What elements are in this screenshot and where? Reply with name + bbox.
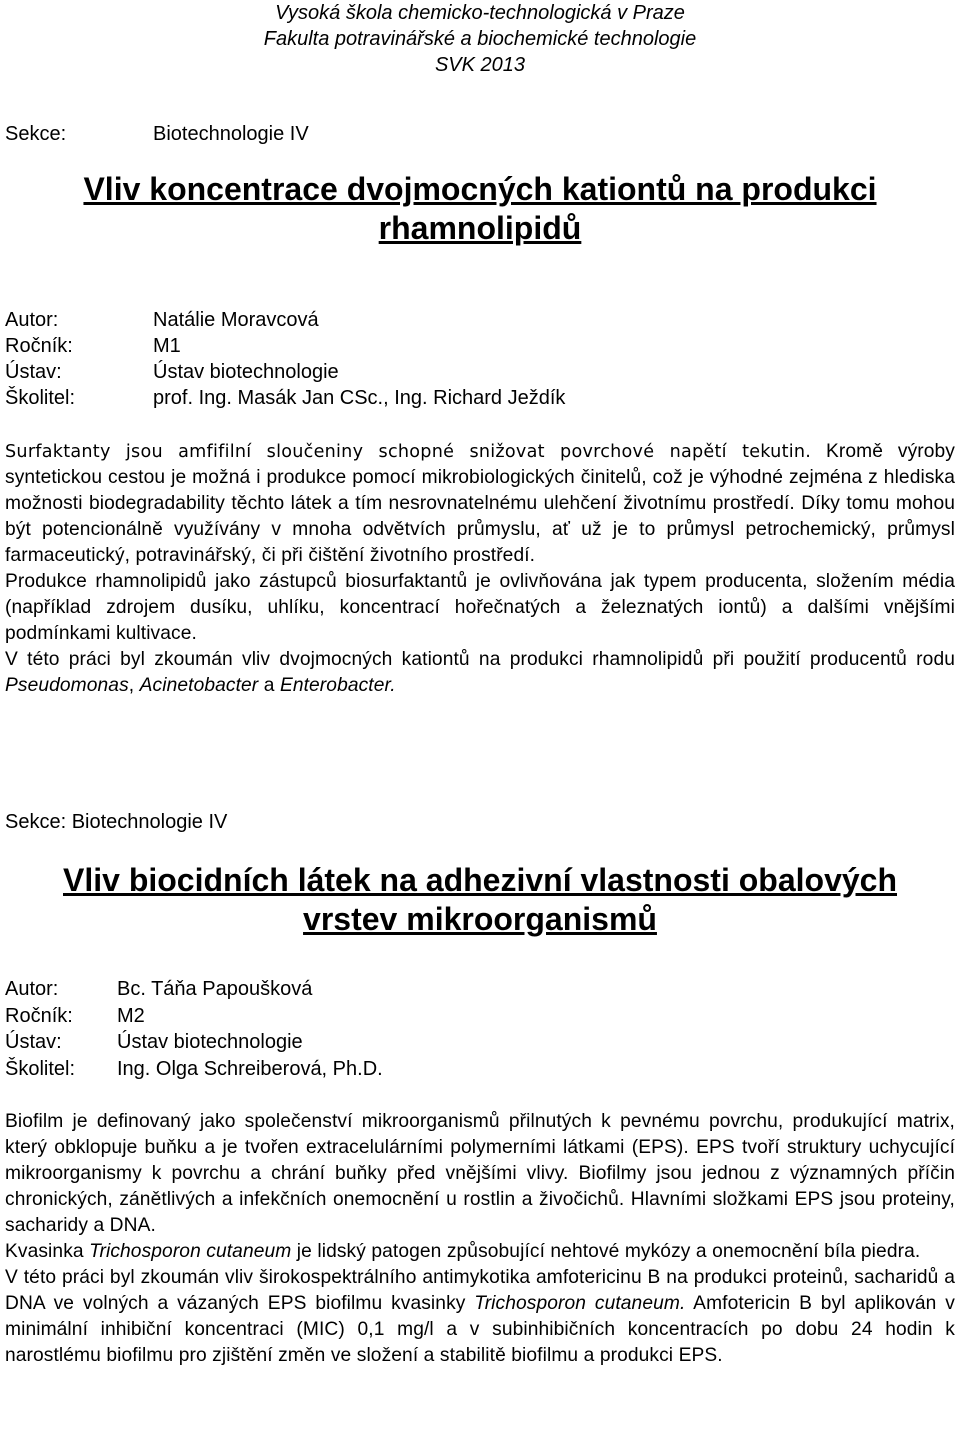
article1-meta-institute-label: Ústav: bbox=[5, 361, 62, 383]
article2-meta-year-label: Ročník: bbox=[5, 1005, 73, 1027]
article2-p2-species: Trichosporon cutaneum bbox=[89, 1241, 292, 1262]
article1-title-line1: Vliv koncentrace dvojmocných kationtů na produkci bbox=[83, 171, 877, 207]
article1-p3-genus-2: Acinetobacter bbox=[139, 675, 259, 696]
article1-paragraph-3 bbox=[5, 647, 955, 699]
article2-paragraph-1: Biofilm je definovaný jako společenství mikroorganismů přilnutých k pevnému povrchu, produkující matrix, který obklopuje buňku a je tvořen extracelulárními polymerními látkami (EPS). EPS tvoří struktury uchycující mikroorganismy k povrchu a chrání buňky před vnějšími vlivy. Biofilmy jsou jednou z významných příčin chronických, zánětlivých a infekčních onemocnění u rostlin a živočichů. Hlavními složkami EPS jsou proteiny, sacharidy a DNA. bbox=[5, 1111, 955, 1236]
document-header bbox=[0, 0, 960, 78]
article1-meta-supervisor-value: prof. Ing. Masák Jan CSc., Ing. Richard Ježdík bbox=[153, 387, 566, 409]
article2-paragraph-2 bbox=[5, 1239, 955, 1265]
article1-meta-author-label: Autor: bbox=[5, 309, 59, 331]
article2-title-line1: Vliv biocidních látek na adhezivní vlastnosti obalových bbox=[63, 862, 897, 898]
article1-p3-genus-1: Pseudomonas bbox=[5, 675, 129, 696]
article1-meta-author-value: Natálie Moravcová bbox=[153, 309, 319, 331]
article2-meta-supervisor-label: Školitel: bbox=[5, 1058, 76, 1080]
article2-p3-text-b: Amfotericin B byl aplikován v minimální inhibiční koncentraci (MIC) 0,1 mg/l a v subinhibičních koncentracích po dobu 24 hodin k narostlému biofilmu pro zjištění změn ve složení a stabilitě biofilmu a produkci EPS. bbox=[5, 1293, 955, 1366]
article1-meta-year-value: M1 bbox=[153, 335, 181, 357]
article1-paragraph-2: Produkce rhamnolipidů jako zástupců biosurfaktantů je ovlivňována jak typem producenta, složením média (například zdrojem dusíku, uhlíku, koncentrací hořečnatých a železnatých iontů) a dalšími vnějšími podmínkami kultivace. bbox=[5, 571, 955, 644]
article1-title-line2: rhamnolipidů bbox=[378, 210, 582, 246]
article1-lead-sentence: Surfaktanty jsou amfifilní sloučeniny schopné snižovat povrchové napětí tekutin. bbox=[5, 442, 812, 462]
article2-p3-text-a: V této práci byl zkoumán vliv širokospektrálního antimykotika amfotericinu B na produkci proteinů, sacharidů a DNA ve volných a vázaných EPS biofilmu kvasinky bbox=[5, 1267, 955, 1314]
article2-paragraph-3 bbox=[5, 1265, 955, 1369]
article1-meta-institute-value: Ústav biotechnologie bbox=[153, 361, 339, 383]
article1-section-label: Sekce: bbox=[5, 123, 67, 145]
article1-p3-text-c: a bbox=[258, 675, 280, 696]
article2-meta-author-label: Autor: bbox=[5, 978, 59, 1000]
article2-p3-species: Trichosporon cutaneum. bbox=[474, 1293, 686, 1314]
article1-p3-genus-3: Enterobacter. bbox=[279, 675, 396, 696]
article2-meta-institute-value: Ústav biotechnologie bbox=[117, 1031, 303, 1053]
article2-title-line2: vrstev mikroorganismů bbox=[303, 901, 657, 937]
article2-meta-institute-label: Ústav: bbox=[5, 1031, 62, 1053]
article1-abstract bbox=[5, 439, 955, 699]
article1-meta-supervisor-label: Školitel: bbox=[5, 387, 76, 409]
header-university: Vysoká škola chemicko-technologická v Praze bbox=[275, 2, 685, 24]
article2-abstract bbox=[5, 1109, 955, 1369]
article2-meta-supervisor-value: Ing. Olga Schreiberová, Ph.D. bbox=[117, 1058, 383, 1080]
header-faculty: Fakulta potravinářské a biochemické technologie bbox=[263, 28, 697, 50]
article2-meta-author-value: Bc. Táňa Papoušková bbox=[117, 978, 313, 1000]
article2-meta-year-value: M2 bbox=[117, 1005, 145, 1027]
article1-meta-year-label: Ročník: bbox=[5, 335, 73, 357]
article1-section-value: Biotechnologie IV bbox=[153, 123, 309, 145]
article1-p3-text-a: V této práci byl zkoumán vliv dvojmocných kationtů na produkci rhamnolipidů při použití producentů rodu bbox=[5, 649, 955, 670]
article2-p2-text-a: Kvasinka bbox=[5, 1241, 90, 1262]
article2-p2-text-b: je lidský patogen způsobující nehtové mykózy a onemocnění bíla piedra. bbox=[291, 1241, 921, 1262]
article1-paragraph-1-rest: Kromě výroby syntetickou cestou je možná i produkce pomocí mikrobiologických činitelů, což je výhodné zejména z hlediska možnosti biodegradability těchto látek a tím nesrovnatelnému ulehčení životnímu prostředí. Díky tomu mohou být potencionálně využívány v mnoha odvětvích průmyslu, ať už je to průmysl petrochemický, průmysl farmaceutický, potravinářský, či při čištění životního prostředí. bbox=[5, 441, 955, 566]
article1-paragraph-1 bbox=[5, 439, 955, 569]
article2-section: Sekce: Biotechnologie IV bbox=[5, 811, 228, 833]
header-conference: SVK 2013 bbox=[434, 54, 526, 76]
article1-p3-text-b: , bbox=[128, 675, 140, 696]
